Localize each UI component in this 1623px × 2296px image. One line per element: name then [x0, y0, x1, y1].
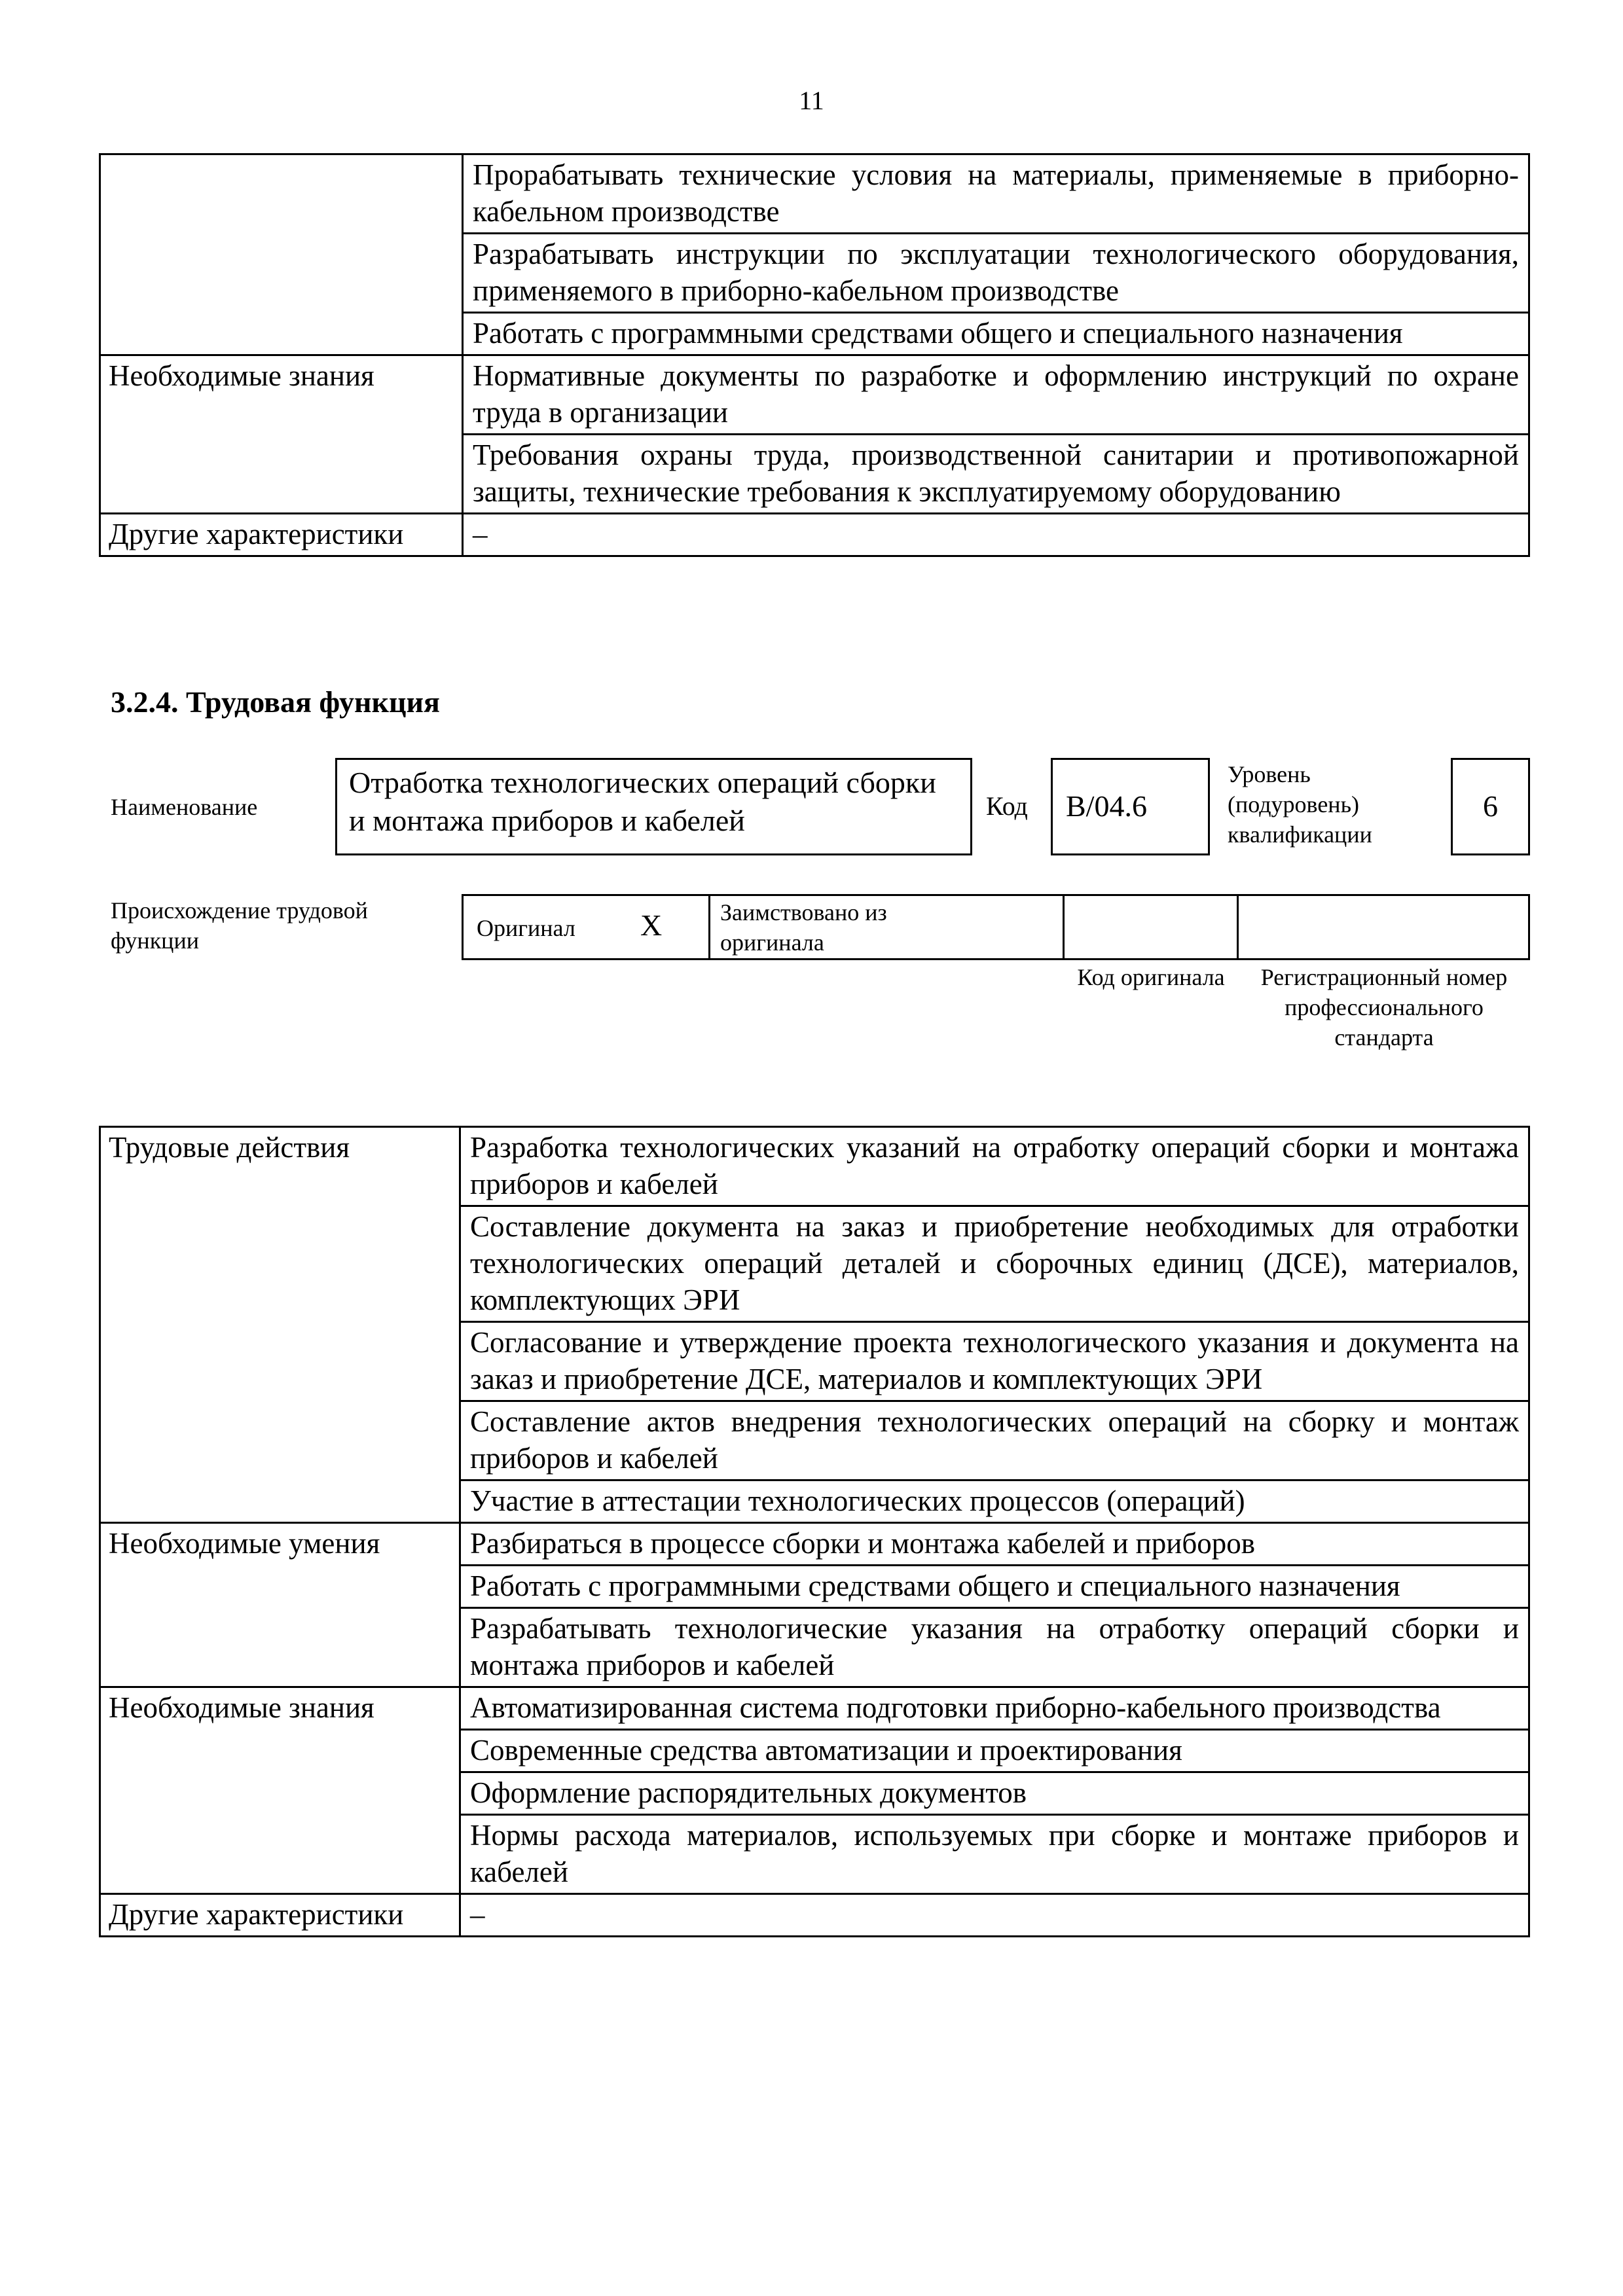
row-item: Прорабатывать технические условия на материалы, применяемые в приборно-кабельном производстве: [463, 154, 1529, 234]
row-item: Участие в аттестации технологических процессов (операций): [460, 1480, 1529, 1523]
row-item: Составление актов внедрения технологических операций на сборку и монтаж приборов и кабелей: [460, 1401, 1529, 1480]
row-item: Требования охраны труда, производственной санитарии и противопожарной защиты, технические требования к эксплуатируемому оборудованию: [463, 435, 1529, 514]
origin-label: Происхождение трудовой функции: [111, 897, 368, 954]
row-item: Автоматизированная система подготовки приборно-кабельного производства: [460, 1687, 1529, 1730]
name-value: Отработка технологических операций сборки и монтажа приборов и кабелей: [335, 758, 972, 855]
table-row: [100, 1127, 1529, 1206]
original-mark: X: [640, 908, 663, 942]
page-number: 11: [799, 86, 824, 115]
row-item: Нормы расхода материалов, используемых при сборке и монтаже приборов и кабелей: [460, 1815, 1529, 1894]
table-row: [100, 1523, 1529, 1566]
code-original-caption: Код оригинала: [1077, 964, 1225, 990]
skills-knowledge-table-continued: [99, 153, 1530, 557]
row-item: –: [460, 1894, 1529, 1937]
row-item: Разработка технологических указаний на отработку операций сборки и монтажа приборов и кабелей: [460, 1127, 1529, 1206]
code-label: Код: [986, 791, 1028, 821]
table-row: [100, 154, 1529, 234]
row-item: Согласование и утверждение проекта технологического указания и документа на заказ и приобретение ДСЕ, материалов и комплектующих ЭРИ: [460, 1322, 1529, 1401]
row-item: Разбираться в процессе сборки и монтажа кабелей и приборов: [460, 1523, 1529, 1566]
name-label: Наименование: [111, 794, 258, 820]
row-item: Работать с программными средствами общего и специального назначения: [463, 313, 1529, 355]
divider: [1237, 896, 1239, 958]
original-label: Оригинал: [477, 915, 575, 941]
table-row: [100, 1894, 1529, 1937]
row-group-label: Необходимые знания: [100, 1687, 460, 1894]
row-item: Составление документа на заказ и приобретение необходимых для отработки технологических операций деталей и сборочных единиц (ДСЕ), материалов, комплектующих ЭРИ: [460, 1206, 1529, 1322]
code-value: В/04.6: [1051, 758, 1210, 855]
row-group-label: Другие характеристики: [100, 514, 463, 556]
row-item: –: [463, 514, 1529, 556]
table-row: [100, 514, 1529, 556]
row-group-label: Трудовые действия: [100, 1127, 460, 1523]
row-group-label: Другие характеристики: [100, 1894, 460, 1937]
row-item: Современные средства автоматизации и проектирования: [460, 1730, 1529, 1772]
row-group-label: Необходимые умения: [100, 1523, 460, 1687]
registration-number-caption: Регистрационный номер профессионального стандарта: [1260, 964, 1508, 1050]
origin-table: [462, 894, 1530, 960]
row-item: Нормативные документы по разработке и оформлению инструкций по охране труда в организации: [463, 355, 1529, 435]
level-label: Уровень (подуровень) квалификации: [1228, 761, 1372, 848]
row-item: Разрабатывать технологические указания на отработку операций сборки и монтажа приборов и кабелей: [460, 1608, 1529, 1687]
section-heading: 3.2.4. Трудовая функция: [111, 685, 440, 719]
row-group-label: Необходимые знания: [100, 355, 463, 514]
row-item: Работать с программными средствами общего и специального назначения: [460, 1566, 1529, 1608]
divider: [1063, 896, 1065, 958]
table-row: [100, 355, 1529, 435]
row-item: Разрабатывать инструкции по эксплуатации технологического оборудования, применяемого в приборно-кабельном производстве: [463, 234, 1529, 313]
row-item: Оформление распорядительных документов: [460, 1772, 1529, 1815]
level-value: 6: [1451, 758, 1530, 855]
borrowed-label: Заимствовано из оригинала: [720, 899, 887, 956]
table-row: [100, 1687, 1529, 1730]
row-group-label: [100, 154, 463, 355]
labor-function-table: [99, 1126, 1530, 1937]
divider: [708, 896, 710, 958]
